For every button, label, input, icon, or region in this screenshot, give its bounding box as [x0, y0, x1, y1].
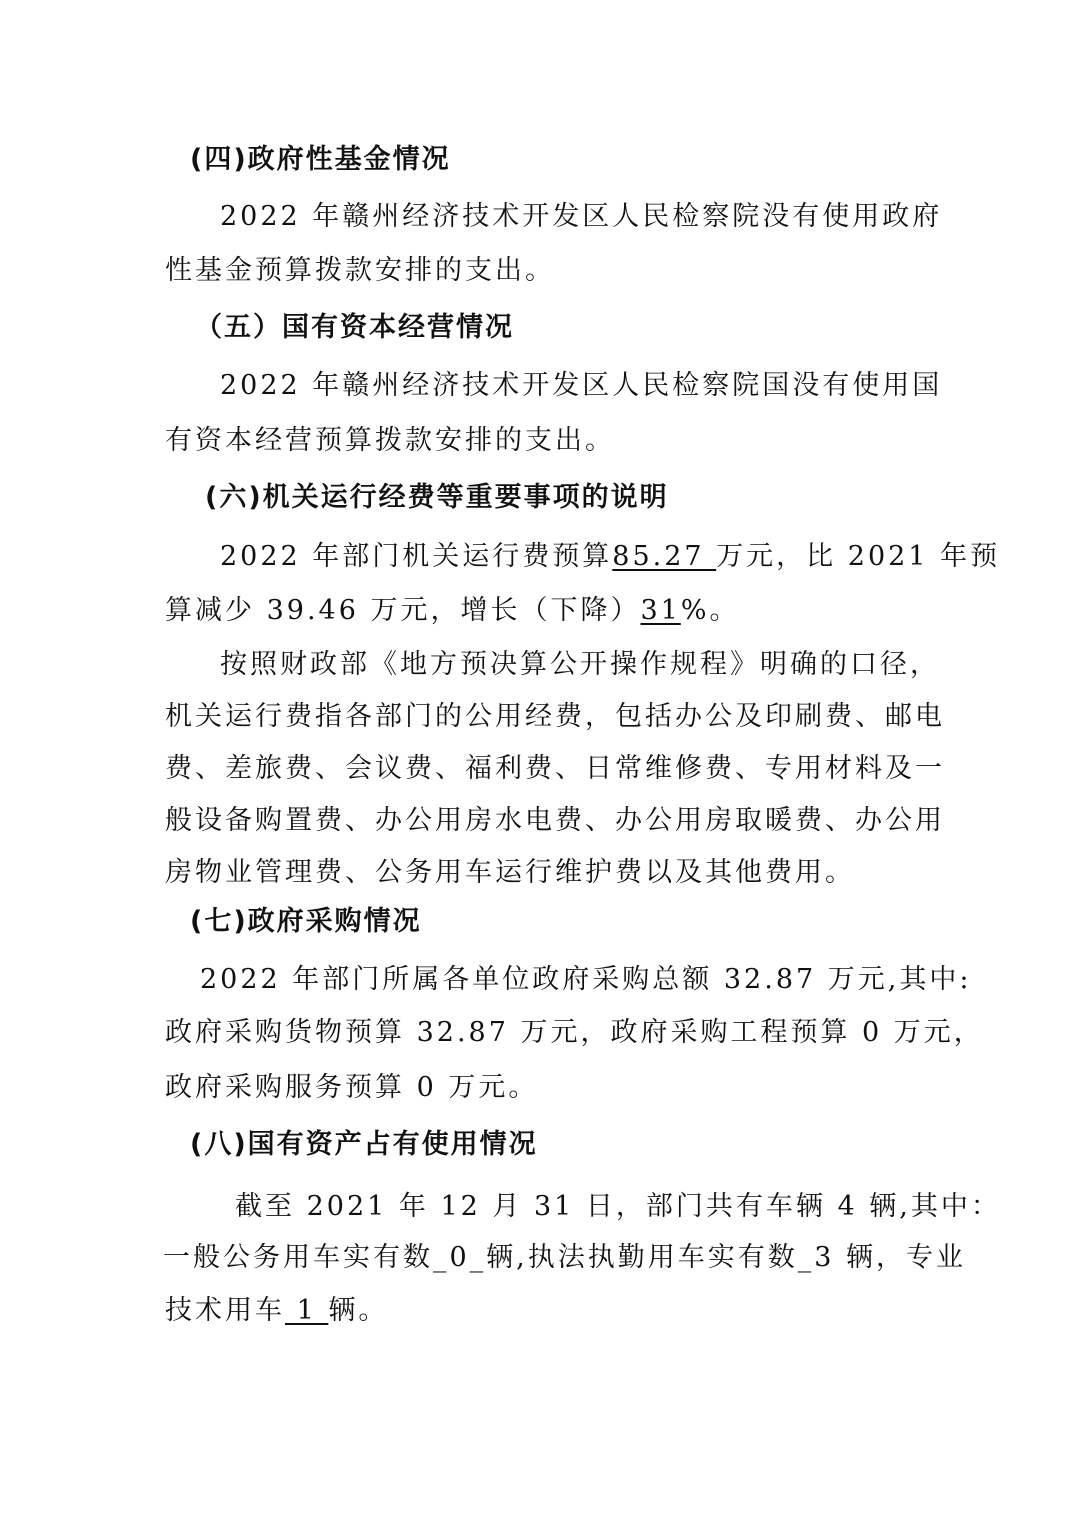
text-run: 2022 年部门机关运行费预算: [220, 541, 613, 572]
paragraph-line: 截至 2021 年 12 月 31 日，部门共有车辆 4 辆,其中：: [235, 1191, 1001, 1222]
heading-government-fund: (四)政府性基金情况: [190, 144, 451, 175]
paragraph-line: 2022 年部门所属各单位政府采购总额 32.87 万元,其中:: [200, 964, 972, 995]
paragraph-line: 2022 年赣州经济技术开发区人民检察院没有使用政府: [220, 201, 943, 232]
paragraph-line: 2022 年赣州经济技术开发区人民检察院国没有使用国: [220, 370, 943, 401]
heading-state-capital: （五）国有资本经营情况: [195, 312, 514, 343]
operating-budget-amount: 85.27: [612, 541, 717, 572]
text-run: 万元，比 2021 年预: [716, 541, 1001, 572]
text-run: 算减少 39.46 万元，增长（下降）: [165, 595, 641, 626]
paragraph-line: 政府采购货物预算 32.87 万元，政府采购工程预算 0 万元，: [165, 1017, 984, 1048]
paragraph-line: 一般公务用车实有数_0_辆,执法执勤用车实有数_3 辆，专业: [163, 1242, 967, 1273]
special-vehicle-count: 1: [285, 1295, 329, 1326]
paragraph-line: 房物业管理费、公务用车运行维护费以及其他费用。: [165, 857, 855, 888]
paragraph-line: [165, 594, 739, 628]
paragraph-line: [220, 540, 1000, 574]
text-run: %。: [680, 595, 740, 626]
heading-operating-expenses: (六)机关运行经费等重要事项的说明: [205, 482, 669, 513]
heading-state-assets: (八)国有资产占有使用情况: [190, 1129, 538, 1160]
paragraph-line: 费、差旅费、会议费、福利费、日常维修费、专用材料及一: [165, 753, 945, 784]
paragraph-line: 有资本经营预算拨款安排的支出。: [165, 425, 615, 456]
paragraph-line: 性基金预算拨款安排的支出。: [165, 255, 555, 286]
decline-percent: 31: [640, 595, 681, 626]
paragraph-line: 按照财政部《地方预决算公开操作规程》明确的口径，: [220, 649, 940, 680]
text-run: 辆。: [328, 1295, 389, 1326]
heading-procurement: (七)政府采购情况: [190, 906, 422, 937]
paragraph-line: 政府采购服务预算 0 万元。: [165, 1072, 539, 1103]
paragraph-line: [165, 1294, 388, 1328]
paragraph-line: 般设备购置费、办公用房水电费、办公用房取暖费、办公用: [165, 805, 945, 836]
paragraph-line: 机关运行费指各部门的公用经费，包括办公及印刷费、邮电: [165, 701, 945, 732]
text-run: 技术用车: [165, 1295, 285, 1326]
